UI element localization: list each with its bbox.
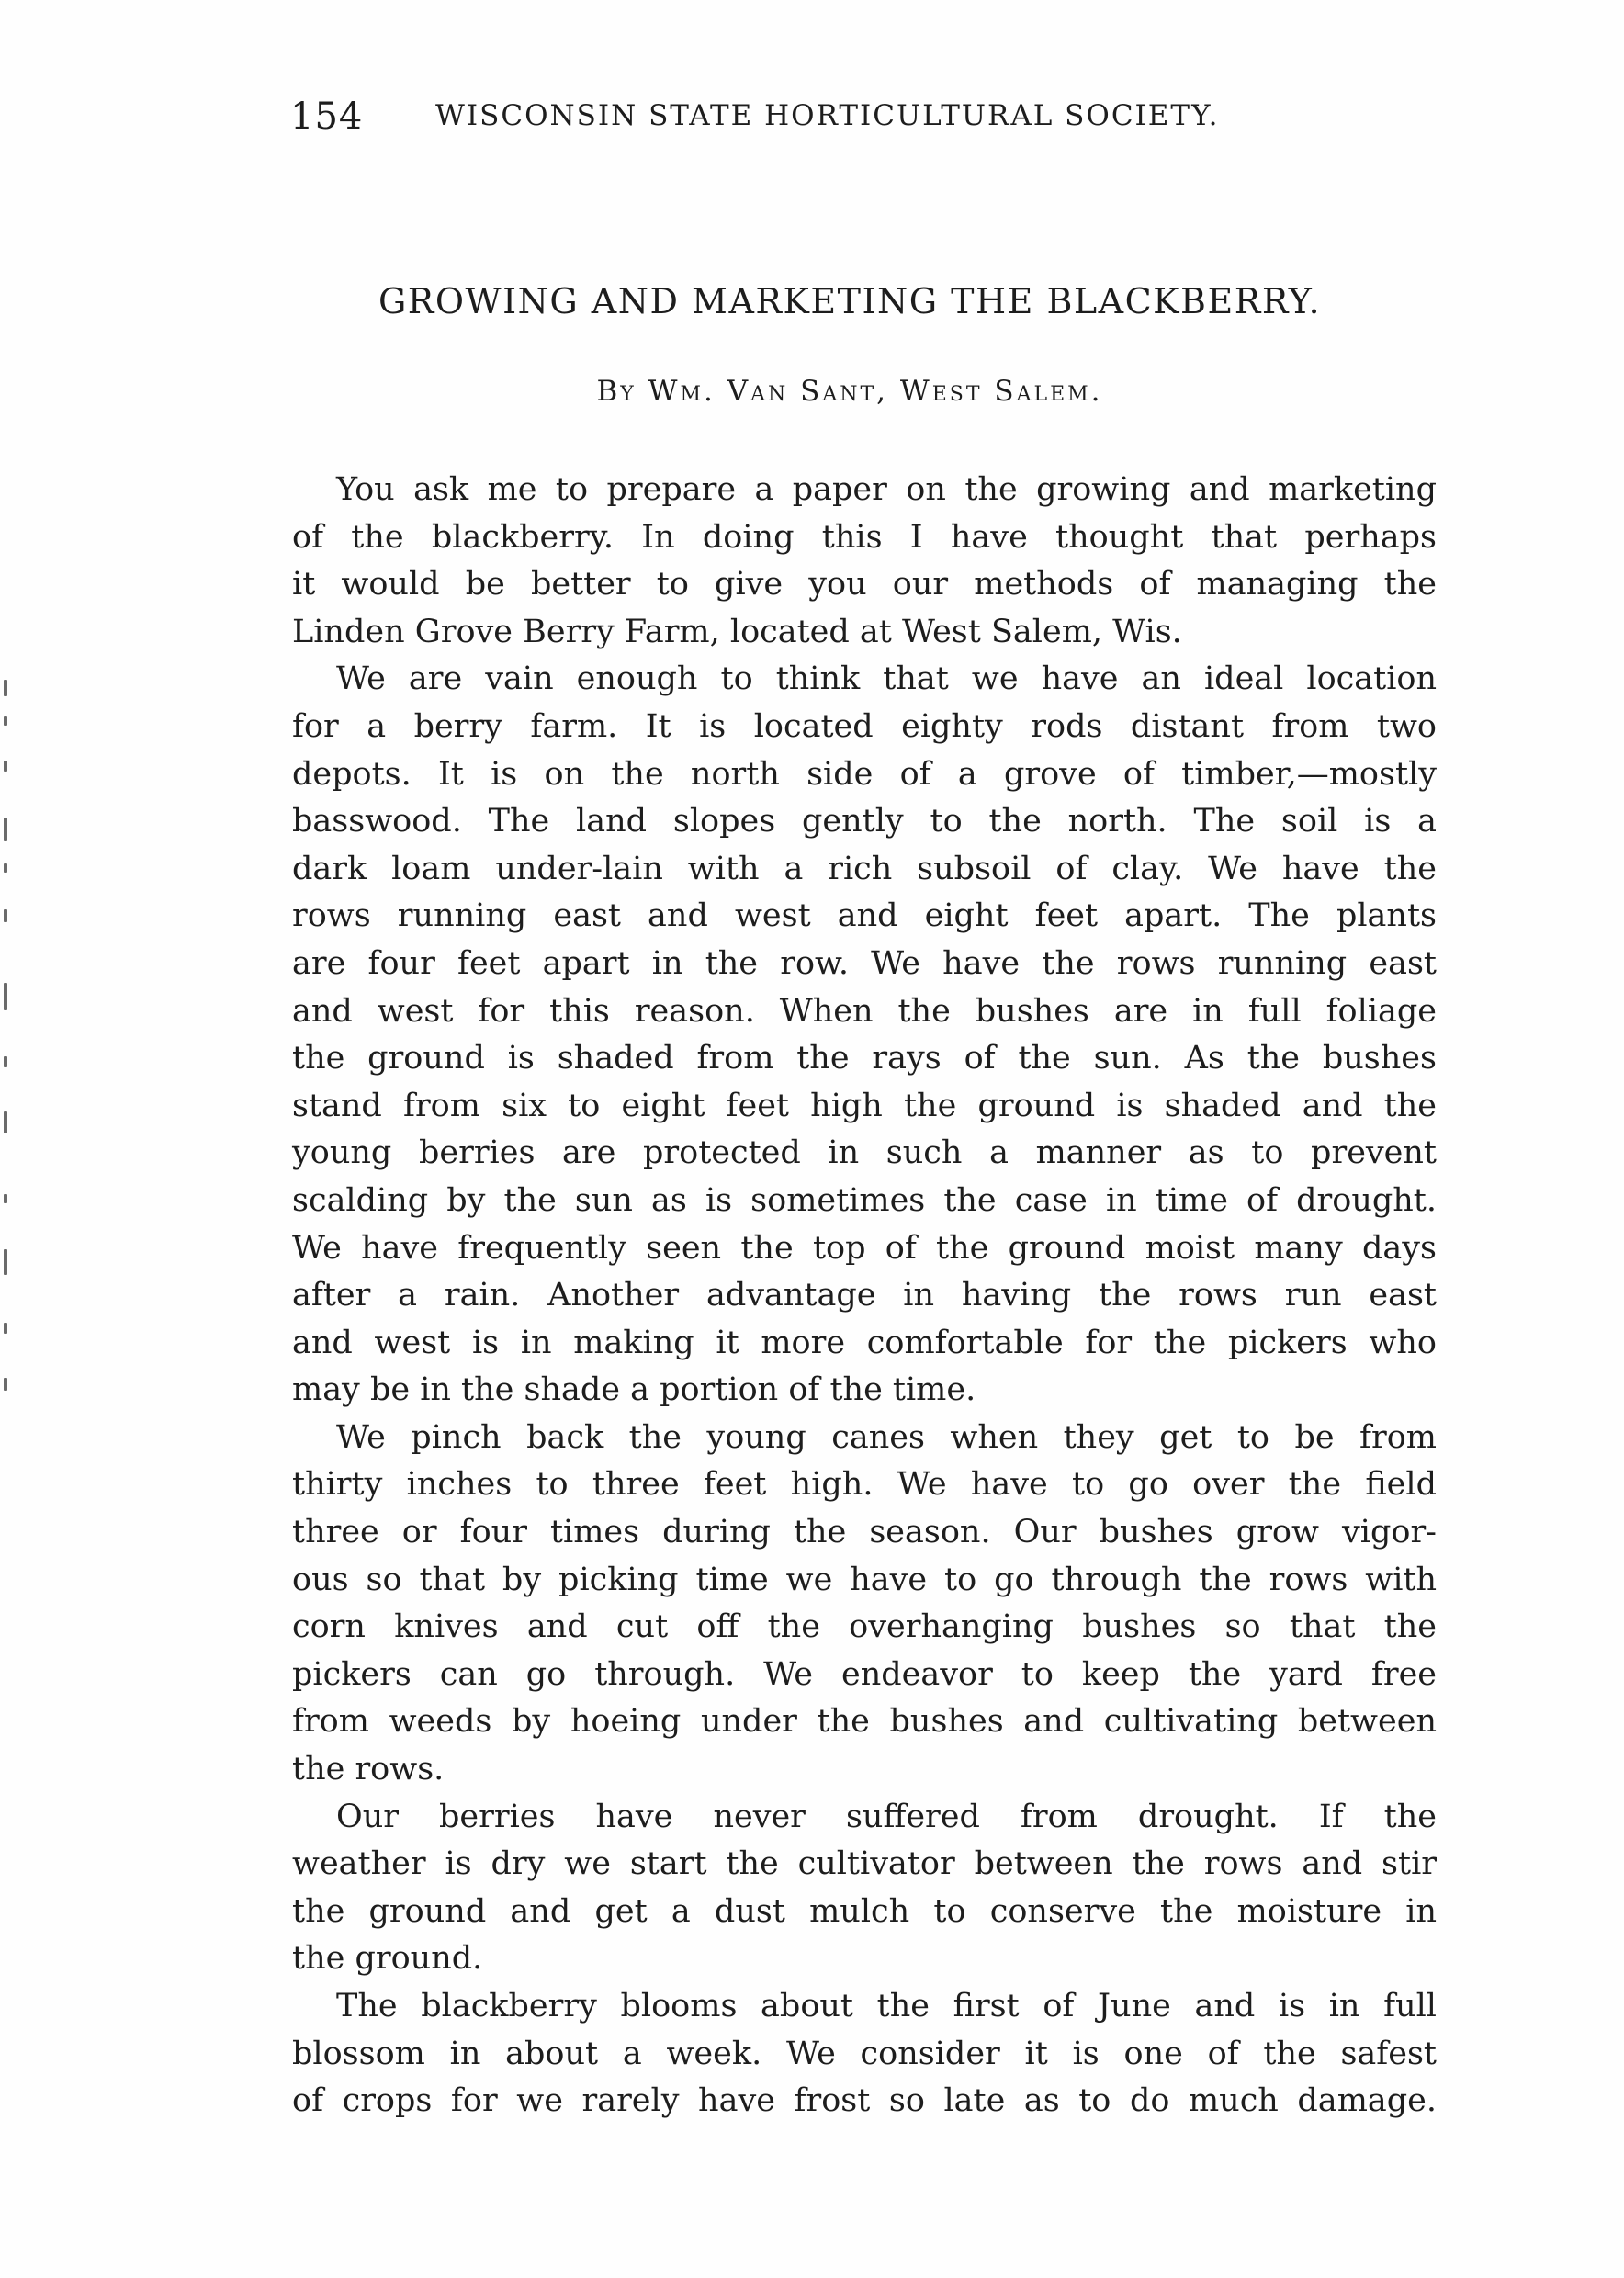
- text-line: Linden Grove Berry Farm, located at West Salem, Wis.: [292, 613, 1182, 650]
- text-line: weather is dry we start the cultivator between the rows and stir: [292, 1845, 1437, 1883]
- text-line: ous so that by picking time we have to go through the rows with: [292, 1561, 1437, 1598]
- edge-mark: [4, 1378, 7, 1391]
- text-line: for a berry farm. It is located eighty rods distant from two: [292, 707, 1437, 745]
- edge-mark: [4, 1111, 7, 1133]
- text-line: after a rain. Another advantage in having the rows run east: [292, 1277, 1437, 1314]
- text-line: We have frequently seen the top of the ground moist many days: [292, 1229, 1437, 1267]
- running-head: [290, 96, 1295, 151]
- text-line: and west is in making it more comfortable for the pickers who: [292, 1324, 1437, 1361]
- text-line: corn knives and cut off the overhanging bushes so that the: [292, 1608, 1437, 1646]
- text-line: blossom in about a week. We consider it is one of the safest: [292, 2035, 1437, 2072]
- text-line: pickers can go through. We endeavor to keep the yard free: [292, 1655, 1437, 1693]
- binding-edge-marks: [0, 680, 15, 1415]
- text-line: three or four times during the season. Our bushes grow vigor-: [292, 1514, 1437, 1551]
- edge-mark: [4, 716, 7, 726]
- edge-mark: [4, 761, 7, 772]
- article-byline: By Wm. Van Sant, West Salem.: [596, 375, 1103, 408]
- text-line: depots. It is on the north side of a grove of timber,—mostly: [292, 755, 1437, 793]
- edge-mark: [4, 1056, 7, 1067]
- text-line: scalding by the sun as is sometimes the case in time of drought.: [292, 1181, 1437, 1219]
- edge-mark: [4, 863, 7, 873]
- article-body: [292, 467, 1437, 2126]
- text-line: stand from six to eight feet high the ground is shaded and the: [292, 1087, 1437, 1124]
- article-title: GROWING AND MARKETING THE BLACKBERRY.: [378, 281, 1322, 321]
- text-line: dark loam under-lain with a rich subsoil of clay. We have the: [292, 850, 1437, 887]
- edge-mark: [4, 818, 7, 841]
- text-line: and west for this reason. When the bushes are in full foliage: [292, 992, 1437, 1030]
- text-line: the ground is shaded from the rays of the sun. As the bushes: [292, 1040, 1437, 1077]
- text-line: Our berries have never suffered from drought. If the: [336, 1798, 1437, 1835]
- edge-mark: [4, 909, 7, 922]
- text-line: The blackberry blooms about the first of June and is in full: [336, 1988, 1437, 2024]
- text-line: are four feet apart in the row. We have the rows running east: [292, 944, 1437, 982]
- text-line: of crops for we rarely have frost so late as to do much damage.: [292, 2082, 1437, 2120]
- page-number: 154: [290, 96, 364, 138]
- paragraph-4: [292, 1794, 1437, 1983]
- edge-mark: [4, 983, 7, 1010]
- paragraph-1: [292, 467, 1437, 656]
- text-line: You ask me to prepare a paper on the growing and marketing: [336, 471, 1437, 508]
- text-line: young berries are protected in such a manner as to prevent: [292, 1134, 1437, 1172]
- paragraph-3: [292, 1415, 1437, 1794]
- text-line: We pinch back the young canes when they get to be from: [336, 1418, 1437, 1456]
- paragraph-5: [292, 1983, 1437, 2126]
- paragraph-2: [292, 656, 1437, 1415]
- text-line: rows running east and west and eight feet apart. The plants: [292, 897, 1437, 935]
- text-line: thirty inches to three feet high. We have to go over the field: [292, 1466, 1437, 1504]
- text-line: We are vain enough to think that we have an ideal location: [336, 660, 1437, 698]
- edge-mark: [4, 1194, 7, 1203]
- text-line: it would be better to give you our methods of managing the: [292, 566, 1437, 603]
- text-line: basswood. The land slopes gently to the north. The soil is a: [292, 803, 1437, 840]
- text-line: the rows.: [292, 1751, 445, 1788]
- text-line: of the blackberry. In doing this I have thought that perhaps: [292, 518, 1437, 556]
- edge-mark: [4, 680, 7, 696]
- text-line: the ground.: [292, 1940, 483, 1978]
- edge-mark: [4, 1249, 7, 1275]
- text-line: may be in the shade a portion of the time.: [292, 1371, 976, 1409]
- journal-title: WISCONSIN STATE HORTICULTURAL SOCIETY.: [435, 99, 1220, 132]
- text-line: from weeds by hoeing under the bushes and cultivating between: [292, 1703, 1437, 1741]
- edge-mark: [4, 1323, 7, 1334]
- text-line: the ground and get a dust mulch to conserve the moisture in: [292, 1892, 1437, 1930]
